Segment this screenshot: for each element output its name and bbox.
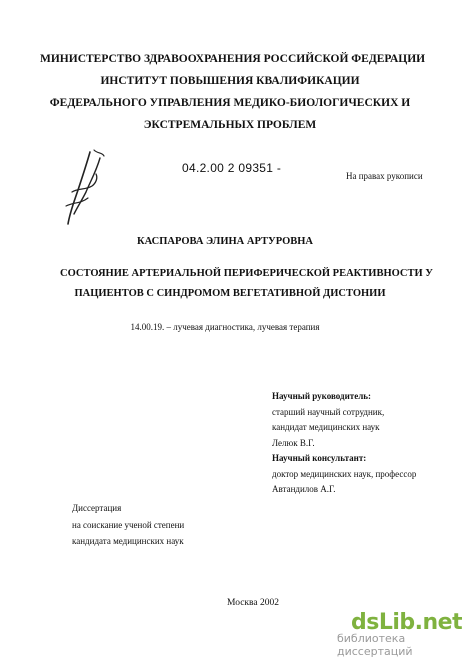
ministry-header: [40, 48, 426, 136]
degree-line-1: Диссертация: [72, 503, 122, 513]
degree-line-2: на соискание ученой степени: [72, 519, 185, 530]
registration-number: 04.2.00 2 09351 -: [182, 161, 282, 175]
city-year: Москва 2002: [227, 598, 279, 608]
supervisor-label: Научный руководитель:: [272, 391, 371, 401]
advisors-block: [272, 389, 416, 498]
supervisor-name: Лелюк В.Г.: [272, 437, 315, 448]
watermark-subtitle: библиотека диссертаций: [337, 632, 413, 658]
title-line-2: ПАЦИЕНТОВ С СИНДРОМОМ ВЕГЕТАТИВНОЙ ДИСТОНИИ: [74, 288, 386, 299]
watermark-site-main: dsLib: [351, 610, 415, 635]
rights-note: На правах рукописи: [346, 171, 423, 181]
title-line-1: СОСТОЯНИЕ АРТЕРИАЛЬНОЙ ПЕРИФЕРИЧЕСКОЙ РЕАКТИВНОСТИ У: [60, 268, 433, 279]
header-line-2: ИНСТИТУТ ПОВЫШЕНИЯ КВАЛИФИКАЦИИ: [100, 75, 360, 87]
dslib-watermark-logo[interactable]: [351, 612, 462, 634]
header-line-1: МИНИСТЕРСТВО ЗДРАВООХРАНЕНИЯ РОССИЙСКОЙ ФЕДЕРАЦИИ: [40, 53, 426, 65]
consultant-name: Автандилов А.Г.: [272, 484, 336, 494]
header-line-4: ЭКСТРЕМАЛЬНЫХ ПРОБЛЕМ: [143, 119, 317, 131]
author-name: КАСПАРОВА ЭЛИНА АРТУРОВНА: [136, 236, 313, 247]
consultant-title: доктор медицинских наук, профессор: [272, 468, 417, 479]
degree-line-3: кандидата медицинских наук: [72, 536, 184, 546]
specialty-code: 14.00.19. – лучевая диагностика, лучевая терапия: [130, 322, 320, 332]
consultant-label: Научный консультант:: [272, 453, 367, 463]
watermark-site-tld: .net: [414, 610, 462, 635]
dissertation-title: [60, 264, 433, 304]
handwritten-signature: [60, 148, 110, 230]
header-line-3: ФЕДЕРАЛЬНОГО УПРАВЛЕНИЯ МЕДИКО-БИОЛОГИЧЕСКИХ И: [49, 97, 411, 109]
supervisor-title-1: старший научный сотрудник,: [272, 406, 385, 417]
degree-statement: [72, 500, 184, 550]
supervisor-title-2: кандидат медицинских наук: [272, 422, 380, 432]
